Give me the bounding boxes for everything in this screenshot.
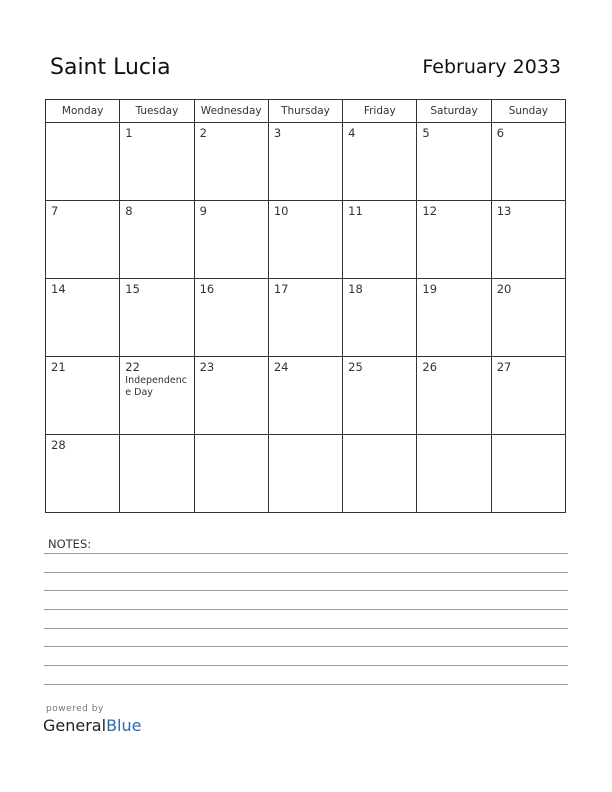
day-cell (491, 279, 565, 357)
day-number: 12 (422, 204, 438, 218)
day-cell (268, 279, 342, 357)
week-row (46, 357, 566, 435)
note-line (44, 553, 568, 554)
day-number: 11 (348, 204, 363, 218)
day-cell (120, 123, 194, 201)
weekday-header: Friday (343, 100, 417, 123)
weekday-header: Thursday (268, 100, 342, 123)
week-row (46, 435, 566, 513)
day-cell (417, 435, 491, 513)
weekday-header: Saturday (417, 100, 491, 123)
weekday-header: Wednesday (194, 100, 268, 123)
day-number: 24 (273, 360, 289, 374)
week-row (46, 279, 566, 357)
day-number: 22 (125, 360, 140, 374)
day-cell (343, 279, 417, 357)
day-cell (46, 357, 120, 435)
day-number: 14 (51, 282, 66, 296)
day-cell (417, 357, 491, 435)
day-cell (268, 435, 342, 513)
brand-blue: Blue (106, 716, 142, 735)
day-cell (46, 279, 120, 357)
day-cell (194, 279, 268, 357)
day-number: 27 (496, 360, 512, 374)
note-line (44, 684, 568, 685)
day-number: 6 (496, 126, 505, 140)
notes-label: NOTES: (48, 537, 92, 551)
day-cell (343, 435, 417, 513)
day-number: 23 (199, 360, 215, 374)
day-cell (417, 201, 491, 279)
day-number: 20 (496, 282, 512, 296)
day-cell (46, 123, 120, 201)
note-line (44, 665, 568, 666)
day-number: 28 (51, 438, 66, 452)
day-number: 7 (51, 204, 59, 218)
day-number: 21 (51, 360, 66, 374)
weekday-header: Monday (46, 100, 120, 123)
day-cell (417, 279, 491, 357)
day-cell (343, 123, 417, 201)
weekday-header-row (46, 100, 566, 123)
day-cell (120, 279, 194, 357)
day-cell (120, 435, 194, 513)
day-number: 17 (273, 282, 289, 296)
country-title: Saint Lucia (50, 55, 171, 80)
day-cell (491, 201, 565, 279)
day-cell (194, 201, 268, 279)
day-number: 25 (348, 360, 363, 374)
brand-general: General (43, 716, 107, 735)
day-cell (46, 201, 120, 279)
day-cell (491, 357, 565, 435)
day-number: 4 (348, 126, 356, 140)
calendar-grid (45, 99, 566, 513)
day-number: 5 (422, 126, 430, 140)
day-cell (268, 357, 342, 435)
weekday-header: Tuesday (120, 100, 194, 123)
day-number: 19 (422, 282, 438, 296)
day-number: 8 (125, 204, 133, 218)
day-cell (491, 435, 565, 513)
day-cell (343, 357, 417, 435)
day-number: 3 (273, 126, 282, 140)
day-number: 16 (199, 282, 215, 296)
day-number: 10 (273, 204, 289, 218)
day-number: 1 (125, 126, 133, 140)
day-cell (491, 123, 565, 201)
day-number: 9 (199, 204, 207, 218)
day-cell (46, 435, 120, 513)
day-cell (194, 357, 268, 435)
day-number: 15 (125, 282, 140, 296)
holiday-label: Independence Day (125, 375, 187, 398)
brand-logo (43, 716, 141, 735)
week-row (46, 123, 566, 201)
day-number: 26 (422, 360, 438, 374)
day-cell (268, 201, 342, 279)
day-number: 2 (199, 126, 207, 140)
day-cell (194, 123, 268, 201)
day-cell (120, 201, 194, 279)
note-line (44, 572, 568, 573)
day-cell (343, 201, 417, 279)
month-year-title: February 2033 (422, 56, 561, 78)
note-line (44, 590, 568, 591)
day-cell (120, 357, 194, 435)
note-line (44, 646, 568, 647)
day-cell (417, 123, 491, 201)
day-number: 18 (348, 282, 363, 296)
note-line (44, 628, 568, 629)
day-cell (268, 123, 342, 201)
note-line (44, 609, 568, 610)
weekday-header: Sunday (491, 100, 565, 123)
week-row (46, 201, 566, 279)
day-cell (194, 435, 268, 513)
day-number: 13 (496, 204, 512, 218)
powered-by-text: powered by (46, 704, 104, 714)
